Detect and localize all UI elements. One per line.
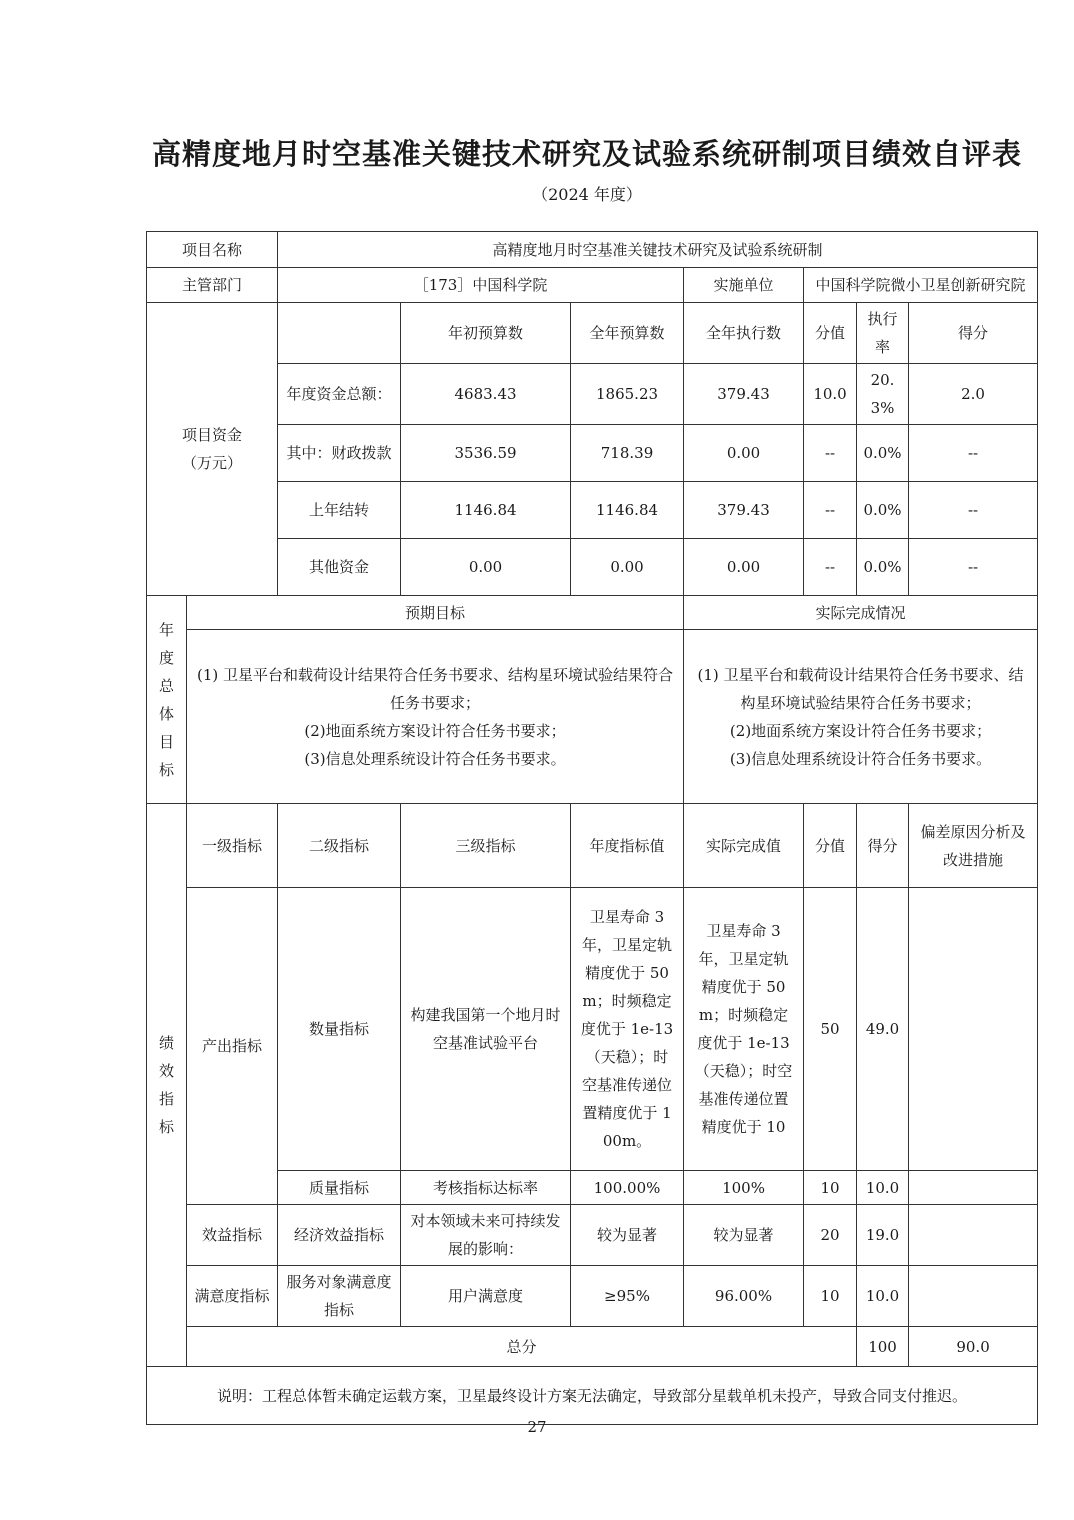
- ind-score: 10: [804, 1266, 857, 1327]
- ind-got: 19.0: [857, 1205, 909, 1266]
- funds-label: 项目资金 （万元）: [147, 303, 278, 596]
- funds-cell: 0.00: [684, 425, 804, 482]
- funds-cell: 1146.84: [571, 482, 684, 539]
- funds-cell: 379.43: [684, 482, 804, 539]
- funds-cell: 0.00: [571, 539, 684, 596]
- unit-value: 中国科学院微小卫星创新研究院: [804, 268, 1038, 303]
- expected-goal-header: 预期目标: [187, 596, 684, 630]
- ind-header-reason: 偏差原因分析及 改进措施: [909, 804, 1038, 888]
- ind-header-level2: 二级指标: [278, 804, 401, 888]
- funds-cell: 0.0%: [857, 482, 909, 539]
- total-score: 100: [857, 1327, 909, 1367]
- ind-level1-benefit: 效益指标: [187, 1205, 278, 1266]
- actual-goal-header: 实际完成情况: [684, 596, 1038, 630]
- goals-side-label: 年度总体目标: [147, 596, 187, 804]
- ind-actual: 100%: [684, 1171, 804, 1205]
- ind-level3: 考核指标达标率: [401, 1171, 571, 1205]
- funds-cell: 0.00: [401, 539, 571, 596]
- ind-level1-satisfaction: 满意度指标: [187, 1266, 278, 1327]
- funds-row-label: 其中：财政拨款: [278, 425, 401, 482]
- funds-cell: 0.00: [684, 539, 804, 596]
- funds-header-annual: 全年预算数: [571, 303, 684, 364]
- ind-header-level1: 一级指标: [187, 804, 278, 888]
- project-name-label: 项目名称: [147, 232, 278, 268]
- funds-cell: 379.43: [684, 364, 804, 425]
- ind-score: 20: [804, 1205, 857, 1266]
- funds-cell: 2.0: [909, 364, 1038, 425]
- page-subtitle: （2024 年度）: [532, 185, 642, 204]
- ind-score: 10: [804, 1171, 857, 1205]
- funds-cell: --: [804, 425, 857, 482]
- page-title: 高精度地月时空基准关键技术研究及试验系统研制项目绩效自评表: [151, 137, 1022, 171]
- total-got: 90.0: [909, 1327, 1038, 1367]
- ind-score: 50: [804, 888, 857, 1171]
- funds-cell: --: [909, 482, 1038, 539]
- ind-header-got: 得分: [857, 804, 909, 888]
- ind-level1-output: 产出指标: [187, 888, 278, 1205]
- ind-level2: 服务对象满意度指标: [278, 1266, 401, 1327]
- ind-actual: 96.00%: [684, 1266, 804, 1327]
- ind-reason: [909, 1266, 1038, 1327]
- ind-target: 卫星寿命 3 年，卫星定轨精度优于 50m；时频稳定度优于 1e-13（天稳）；时空基准传递位置精度优于 100m。: [571, 888, 684, 1171]
- ind-target: 较为显著: [571, 1205, 684, 1266]
- funds-row-label: 其他资金: [278, 539, 401, 596]
- funds-cell: --: [804, 539, 857, 596]
- funds-cell: 0.0%: [857, 539, 909, 596]
- ind-got: 49.0: [857, 888, 909, 1171]
- indicators-side-label: 绩效指标: [147, 804, 187, 1367]
- funds-cell: 10.0: [804, 364, 857, 425]
- ind-actual: 卫星寿命 3 年，卫星定轨精度优于 50m；时频稳定度优于 1e-13（天稳）；时空基准传递位置精度优于 10: [684, 888, 804, 1171]
- performance-evaluation-table: [146, 231, 1038, 1425]
- ind-got: 10.0: [857, 1266, 909, 1327]
- dept-value: ［173］中国科学院: [278, 268, 684, 303]
- ind-level2: 经济效益指标: [278, 1205, 401, 1266]
- actual-goal-text: (1) 卫星平台和载荷设计结果符合任务书要求、结构星环境试验结果符合任务书要求； (2)地面系统方案设计符合任务书要求； (3)信息处理系统设计符合任务书要求。: [684, 630, 1038, 804]
- unit-label: 实施单位: [684, 268, 804, 303]
- funds-header-initial: 年初预算数: [401, 303, 571, 364]
- funds-cell: --: [909, 539, 1038, 596]
- ind-reason: [909, 1171, 1038, 1205]
- ind-actual: 较为显著: [684, 1205, 804, 1266]
- total-label: 总分: [187, 1327, 857, 1367]
- ind-got: 10.0: [857, 1171, 909, 1205]
- funds-cell: 718.39: [571, 425, 684, 482]
- funds-row-label: 上年结转: [278, 482, 401, 539]
- ind-level3: 对本领域未来可持续发展的影响：: [401, 1205, 571, 1266]
- ind-header-target: 年度指标值: [571, 804, 684, 888]
- funds-header-rate: 执行率: [857, 303, 909, 364]
- project-name-value: 高精度地月时空基准关键技术研究及试验系统研制: [278, 232, 1038, 268]
- ind-reason: [909, 888, 1038, 1171]
- ind-header-actual: 实际完成值: [684, 804, 804, 888]
- ind-level3: 构建我国第一个地月时空基准试验平台: [401, 888, 571, 1171]
- funds-cell: --: [804, 482, 857, 539]
- funds-header-got: 得分: [909, 303, 1038, 364]
- ind-header-score: 分值: [804, 804, 857, 888]
- funds-cell: --: [909, 425, 1038, 482]
- ind-level3: 用户满意度: [401, 1266, 571, 1327]
- funds-header-executed: 全年执行数: [684, 303, 804, 364]
- ind-target: ≥95%: [571, 1266, 684, 1327]
- ind-level2: 质量指标: [278, 1171, 401, 1205]
- ind-header-level3: 三级指标: [401, 804, 571, 888]
- funds-cell: 4683.43: [401, 364, 571, 425]
- funds-cell: 3536.59: [401, 425, 571, 482]
- funds-cell: 1146.84: [401, 482, 571, 539]
- note: 说明：工程总体暂未确定运载方案，卫星最终设计方案无法确定，导致部分星载单机未投产，导致合同支付推迟。: [147, 1367, 1038, 1425]
- ind-target: 100.00%: [571, 1171, 684, 1205]
- funds-cell: 1865.23: [571, 364, 684, 425]
- funds-row-label: 年度资金总额：: [278, 364, 401, 425]
- ind-level2: 数量指标: [278, 888, 401, 1171]
- funds-cell: 0.0%: [857, 425, 909, 482]
- page-number: 27: [527, 1418, 547, 1436]
- funds-header-score: 分值: [804, 303, 857, 364]
- funds-header-empty: [278, 303, 401, 364]
- ind-reason: [909, 1205, 1038, 1266]
- expected-goal-text: (1) 卫星平台和载荷设计结果符合任务书要求、结构星环境试验结果符合任务书要求； (2)地面系统方案设计符合任务书要求； (3)信息处理系统设计符合任务书要求。: [187, 630, 684, 804]
- dept-label: 主管部门: [147, 268, 278, 303]
- funds-cell: 20.3%: [857, 364, 909, 425]
